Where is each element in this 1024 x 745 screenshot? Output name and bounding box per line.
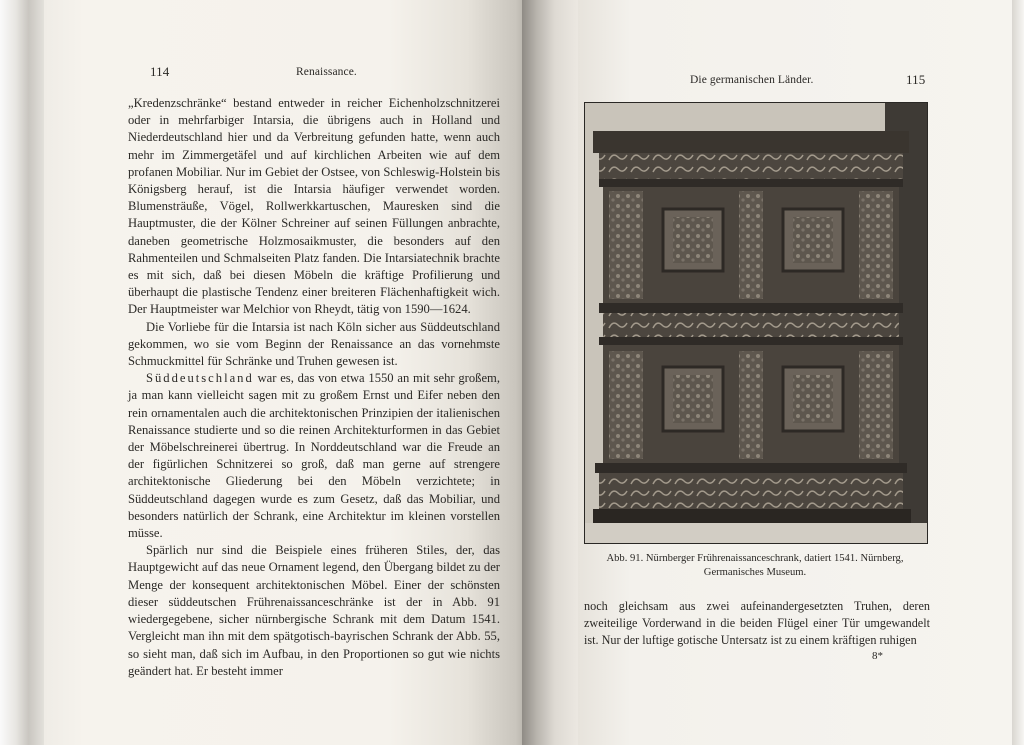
spaced-word: Süddeutschland: [146, 371, 254, 386]
paragraph-2: Die Vorliebe für die Intarsia ist nach Köln sicher aus Süddeutschland gekommen, wo sie vom Beginn der Renaissance an das vornehmste Schmuckmittel für Schränke und Truhen gewesen ist.: [128, 319, 500, 369]
left-page-number: 114: [150, 64, 170, 79]
right-page-text: noch gleichsam aus zwei aufeinandergesetzten Truhen, deren zweiteilige Vorderwand in die beiden Flügel einer Tür umgewandelt ist. Nur der luftige gotische Untersatz ist zu einem kräftigen ruhigen: [584, 599, 930, 647]
right-page-number: 115: [906, 72, 926, 87]
cabinet-photograph: [584, 102, 928, 544]
paragraph-3-body: war es, das von etwa 1550 an mit sehr großem, ja man kann vielleicht sagen mit zu großem Ernst und Eifer neben den rein ornamentalen auch die architektonischen Prinzipien der italienischen Renaissance studierte und so die reinen Architekturformen in das Gebiet der Möbelschreinerei übertrug. In Norddeutschland war die Freude an der figürlichen Schnitzerei so groß, daß man gerne auf strengere architektonische Gliederung bei den Möbeln verzichtete; in Süddeutschland dagegen wurde es zum Gesetz, daß das Mobiliar, und besonders natürlich der Schrank, eine Architektur im kleinen vorstellen müsse.: [128, 371, 500, 541]
right-running-head: Die germanischen Länder.: [690, 74, 814, 86]
book-gutter: [522, 0, 582, 745]
cabinet-illustration: [585, 103, 927, 543]
caption-line-1: Abb. 91. Nürnberger Frührenaissanceschrank, datiert 1541. Nürnberg,: [606, 553, 904, 564]
left-running-head: Renaissance.: [296, 66, 357, 78]
book-edge-right: [1012, 0, 1024, 745]
figure-caption: [584, 552, 926, 580]
paragraph-1: „Kredenzschränke“ bestand entweder in reicher Eichenholzschnitzerei oder in mehrfarbiger Intarsia, die übrigens auch in Holland und Niederdeutschland hier und da Verbreitung gefunden hatte, wenn auch mehr im Zimmergetäfel und auf kirchlichen Arbeiten wie auf dem profanen Mobiliar. Nur im Gebiet der Ostsee, von Schleswig-Holstein bis Königsberg herauf, ist die Intarsia häufiger verwendet worden. Blumensträuße, Vögel, Rollwerkkartuschen, Mauresken sind die Hauptmuster, die der Kölner Schreiner auf seinen Füllungen anbrachte, daneben geometrische Holzmosaikmuster, die besonders auf den Rahmenteilen und Schmalseiten Platz fanden. Die Intarsiatechnik brachte es mit sich, daß bei diesen Möbeln die kräftige Profilierung und überhaupt die plastische Tendenz einer breiteren Flächenhaftigkeit wich. Der Hauptmeister war Melchior von Rheydt, tätig von 1590—1624.: [128, 96, 500, 317]
paragraph-3: [128, 370, 500, 542]
left-page-text: [128, 95, 500, 680]
paragraph-4: Spärlich nur sind die Beispiele eines früheren Stiles, der, das Hauptgewicht auf das neue Ornament legend, den Übergang bildet zu der Menge der konsequent architektonischen Möbel. Einer der schönsten dieser süddeutschen Frührenaissanceschränke ist der in Abb. 91 wiedergegebene, sicher nürnbergische Schrank mit dem Datum 1541. Vergleicht man ihn mit dem spätgotisch-bayrischen Schrank der Abb. 55, so sieht man, daß sich im Aufbau, in den Proportionen so gut wie nichts geändert hat. Er besteht immer: [128, 543, 500, 678]
signature-mark: 8*: [872, 650, 883, 662]
caption-line-2: Germanisches Museum.: [703, 567, 807, 578]
